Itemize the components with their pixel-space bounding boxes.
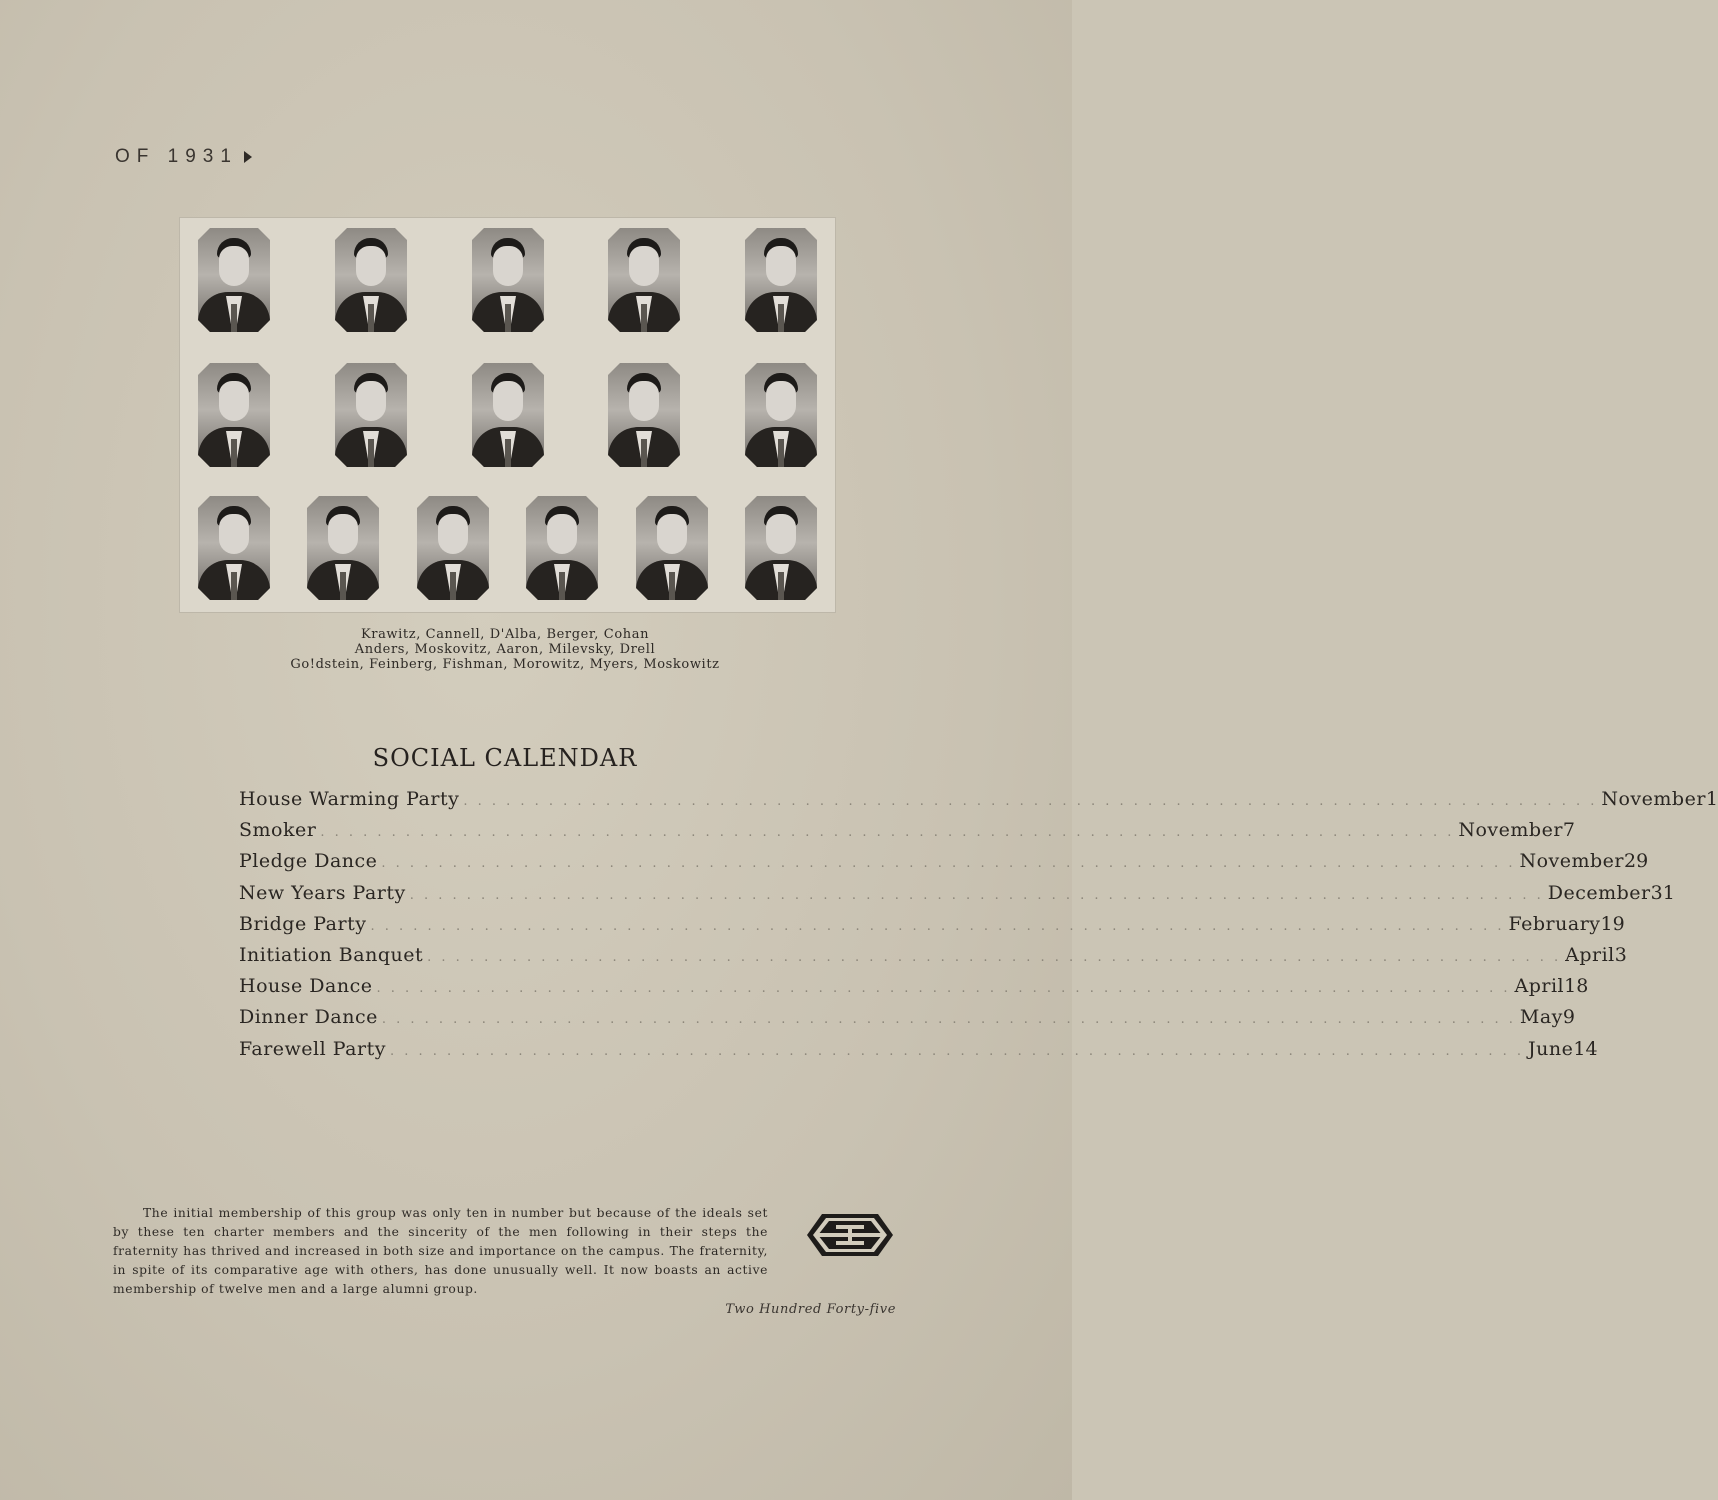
event-month: December [1547, 881, 1651, 904]
member-portrait [526, 496, 598, 600]
event-name: Pledge Dance [239, 850, 378, 873]
dot-leader: . . . . . . . . . . . . . . . . . . . . . . . . . . . . . . . . . . . . . . . . . . . . . . . . . . . . . . . . . . . . . . . . . . . . . . . . . . . . . . . . [370, 918, 1505, 934]
member-portrait [417, 496, 489, 600]
page-number: Two Hundred Forty-five [725, 1302, 896, 1317]
event-name: Bridge Party [239, 912, 367, 935]
arrow-right-icon [244, 151, 252, 163]
member-portrait [636, 496, 708, 600]
member-portrait [472, 228, 544, 332]
member-portrait [307, 496, 379, 600]
calendar-row [239, 975, 1589, 1006]
event-day: 7 [1562, 819, 1576, 842]
calendar-row [239, 788, 1718, 819]
event-month: February [1508, 912, 1601, 935]
event-month: May [1519, 1006, 1563, 1029]
caption-line: Go!dstein, Feinberg, Fishman, Morowitz, Myers, Moskowitz [290, 657, 720, 672]
event-month: April [1565, 943, 1615, 966]
event-name: House Warming Party [239, 788, 460, 810]
member-portrait [608, 363, 680, 467]
dot-leader: . . . . . . . . . . . . . . . . . . . . . . . . . . . . . . . . . . . . . . . . . . . . . . . . . . . . . . . . . . . . . . . . . . . . . . . . . . . . . . . . [381, 1012, 1516, 1028]
calendar-row [239, 1037, 1598, 1069]
dot-leader: . . . . . . . . . . . . . . . . . . . . . . . . . . . . . . . . . . . . . . . . . . . . . . . . . . . . . . . . . . . . . . . . . . . . . . . . . . . . . . . . [463, 794, 1598, 809]
member-portrait [198, 496, 270, 600]
member-portrait [472, 363, 544, 467]
calendar-title: SOCIAL CALENDAR [372, 744, 638, 772]
event-name: Smoker [239, 819, 317, 842]
event-month: November [1601, 788, 1706, 810]
member-portrait [745, 363, 817, 467]
history-paragraph: The initial membership of this group was only ten in number but because of the ideals set by these ten charter members and the sincerity of the men following in their steps the fraternity has thrived and increased in both size and importance on the campus. The fraternity, in spite of its comparative age with others, has done unusually well. It now boasts an active membership of twelve men and a large alumni group. [113, 1206, 768, 1297]
member-portrait [745, 228, 817, 332]
calendar-row [239, 881, 1675, 913]
member-portrait [198, 363, 270, 467]
running-head [115, 146, 252, 168]
event-name: Initiation Banquet [239, 943, 424, 966]
portrait-panel [180, 218, 835, 612]
calendar-row [239, 943, 1627, 975]
member-portrait [608, 228, 680, 332]
event-month: June [1528, 1037, 1574, 1060]
event-day: 9 [1562, 1006, 1576, 1029]
calendar-row [239, 912, 1625, 944]
member-portrait [335, 228, 407, 332]
fraternity-crest-icon [806, 1212, 894, 1258]
event-day: 19 [1600, 912, 1625, 935]
dot-leader: . . . . . . . . . . . . . . . . . . . . . . . . . . . . . . . . . . . . . . . . . . . . . . . . . . . . . . . . . . . . . . . . . . . . . . . . . . . . . . . . [376, 981, 1511, 997]
caption-line: Anders, Moskovitz, Aaron, Milevsky, Drell [354, 642, 656, 657]
event-day: 29 [1624, 850, 1649, 873]
dot-leader: . . . . . . . . . . . . . . . . . . . . . . . . . . . . . . . . . . . . . . . . . . . . . . . . . . . . . . . . . . . . . . . . . . . . . . . . . . . . . . . . [320, 825, 1455, 841]
dot-leader: . . . . . . . . . . . . . . . . . . . . . . . . . . . . . . . . . . . . . . . . . . . . . . . . . . . . . . . . . . . . . . . . . . . . . . . . . . . . . . . . [389, 1043, 1525, 1059]
member-portrait [198, 228, 270, 332]
event-name: House Dance [239, 975, 373, 998]
caption-line: Krawitz, Cannell, D'Alba, Berger, Cohan [360, 627, 650, 642]
calendar-row [239, 819, 1576, 850]
calendar-row [239, 850, 1649, 881]
event-day: 31 [1650, 881, 1675, 904]
event-name: Farewell Party [239, 1037, 386, 1060]
event-day: 1 [1705, 788, 1718, 810]
dot-leader: . . . . . . . . . . . . . . . . . . . . . . . . . . . . . . . . . . . . . . . . . . . . . . . . . . . . . . . . . . . . . . . . . . . . . . . . . . . . . . . . [381, 856, 1516, 872]
calendar-row [239, 1006, 1576, 1037]
event-day: 18 [1564, 975, 1589, 998]
dot-leader: . . . . . . . . . . . . . . . . . . . . . . . . . . . . . . . . . . . . . . . . . . . . . . . . . . . . . . . . . . . . . . . . . . . . . . . . . . . . . . . . [427, 949, 1562, 965]
member-portrait [745, 496, 817, 600]
event-name: Dinner Dance [239, 1006, 378, 1029]
event-month: November [1519, 850, 1625, 873]
dot-leader: . . . . . . . . . . . . . . . . . . . . . . . . . . . . . . . . . . . . . . . . . . . . . . . . . . . . . . . . . . . . . . . . . . . . . . . . . . . . . . . . [409, 887, 1544, 903]
event-day: 14 [1573, 1037, 1598, 1060]
event-name: New Years Party [239, 881, 406, 904]
running-head-text: OF 1931 [115, 146, 238, 167]
event-month: April [1514, 975, 1565, 998]
portrait-caption [0, 627, 1010, 672]
event-day: 3 [1614, 943, 1627, 966]
calendar-list [239, 788, 1718, 1069]
event-month: November [1458, 819, 1563, 842]
member-portrait [335, 363, 407, 467]
